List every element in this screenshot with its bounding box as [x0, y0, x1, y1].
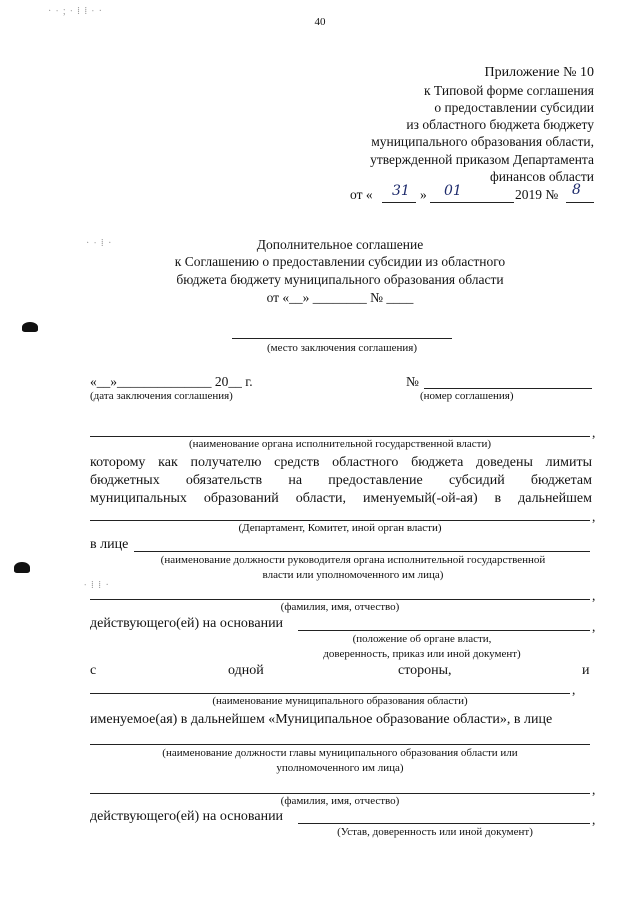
scan-speckle-mid: · ∙ ⁞ · — [86, 238, 113, 249]
agreement-date-field[interactable]: «__»______________ 20__ г. — [90, 374, 253, 389]
side-with: с — [90, 663, 97, 678]
position-caption-line-2: власти или уполномоченного им лица) — [262, 569, 444, 581]
paragraph-line-2: бюджетных обязательств на предоставление субсидий бюджетам — [90, 473, 592, 488]
comma: , — [592, 425, 596, 440]
agreement-number-line[interactable] — [424, 388, 592, 389]
in-person-label: в лице — [90, 537, 129, 552]
fio-caption-1: (фамилия, имя, отчество) — [280, 601, 400, 613]
agreement-number-label: № — [406, 374, 419, 389]
page-number: 40 — [314, 16, 326, 28]
appendix-date-prefix: от « — [350, 187, 373, 202]
side-one: одной — [228, 663, 264, 678]
appendix-line-1: к Типовой форме соглашения — [424, 83, 594, 98]
heading-line-2: к Соглашению о предоставлении субсидии из областного — [174, 254, 506, 269]
position-caption-line-1: (наименование должности руководителя органа исполнительной государственной — [160, 554, 546, 566]
appendix-line-2: о предоставлении субсидии — [434, 100, 594, 115]
basis-caption-1-line-1: (положение об органе власти, — [352, 633, 492, 645]
mo-field-line[interactable] — [90, 693, 570, 694]
named-mo-line: именуемое(ая) в дальнейшем «Муниципальное образование области», в лице — [90, 712, 553, 727]
appendix-line-5: утвержденной приказом Департамента — [370, 152, 594, 167]
department-field-line[interactable] — [90, 520, 590, 521]
side-and: и — [582, 663, 590, 678]
basis-caption-2: (Устав, доверенность или иной документ) — [337, 826, 533, 838]
basis-caption-1-line-2: доверенность, приказ или иной документ) — [323, 648, 521, 660]
fio-caption-2: (фамилия, имя, отчество) — [280, 795, 400, 807]
department-caption: (Департамент, Комитет, иной орган власти) — [238, 522, 442, 534]
head-caption-line-1: (наименование должности главы муниципального образования области или — [162, 747, 518, 759]
appendix-date-suffix: 2019 № — [515, 187, 559, 202]
day-field[interactable]: 31 — [392, 183, 410, 199]
fio-field-line-1[interactable] — [90, 599, 590, 600]
month-underline — [430, 202, 514, 203]
appendix-date-mid: » — [420, 187, 427, 202]
side-party: стороны, — [398, 663, 452, 678]
comma: , — [572, 682, 576, 697]
appendix-line-3: из областного бюджета бюджету — [406, 117, 594, 132]
date-caption: (дата заключения соглашения) — [90, 390, 233, 402]
number-underline — [566, 202, 594, 203]
comma: , — [592, 619, 596, 634]
mo-caption: (наименование муниципального образования области) — [212, 695, 468, 707]
appendix-title: Приложение № 10 — [484, 65, 594, 80]
day-underline — [382, 202, 416, 203]
comma: , — [592, 782, 596, 797]
head-caption-line-2: уполномоченного им лица) — [276, 762, 404, 774]
scan-speckle-top: · ∙ ; ∙ ⁞ ⁞ ∙ · — [48, 6, 103, 17]
comma: , — [592, 812, 596, 827]
heading-line-3: бюджета бюджету муниципального образования области — [176, 272, 504, 287]
paragraph-line-3: муниципальных образований области, именуемый(-ой-ая) в дальнейшем — [90, 491, 592, 506]
comma: , — [592, 588, 596, 603]
month-field[interactable]: 01 — [444, 183, 462, 199]
scan-blot-1 — [22, 322, 38, 332]
comma: , — [592, 509, 596, 524]
acting-label-1: действующего(ей) на основании — [90, 616, 284, 631]
paragraph-line-1: которому как получателю средств областного бюджета доведены лимиты — [90, 455, 592, 470]
organ-field-line[interactable] — [90, 436, 590, 437]
place-caption: (место заключения соглашения) — [267, 342, 417, 354]
basis-field-line-1[interactable] — [298, 630, 590, 631]
head-field-line[interactable] — [90, 744, 590, 745]
fio-field-line-2[interactable] — [90, 793, 590, 794]
scan-blot-2 — [14, 562, 30, 573]
scan-speckle-low: ∙ ⁞ ⁞ · — [84, 580, 110, 591]
heading-title: Дополнительное соглашение — [256, 237, 424, 252]
position-field-line[interactable] — [134, 551, 590, 552]
basis-field-line-2[interactable] — [298, 823, 590, 824]
heading-line-4: от «__» ________ № ____ — [266, 290, 414, 305]
organ-caption: (наименование органа исполнительной государственной власти) — [188, 438, 492, 450]
appendix-line-6: финансов области — [489, 169, 594, 184]
number-field[interactable]: 8 — [572, 182, 581, 198]
place-field-line[interactable] — [232, 338, 452, 339]
appendix-line-4: муниципального образования области, — [371, 134, 594, 149]
acting-label-2: действующего(ей) на основании — [90, 809, 284, 824]
number-caption: (номер соглашения) — [420, 390, 514, 402]
